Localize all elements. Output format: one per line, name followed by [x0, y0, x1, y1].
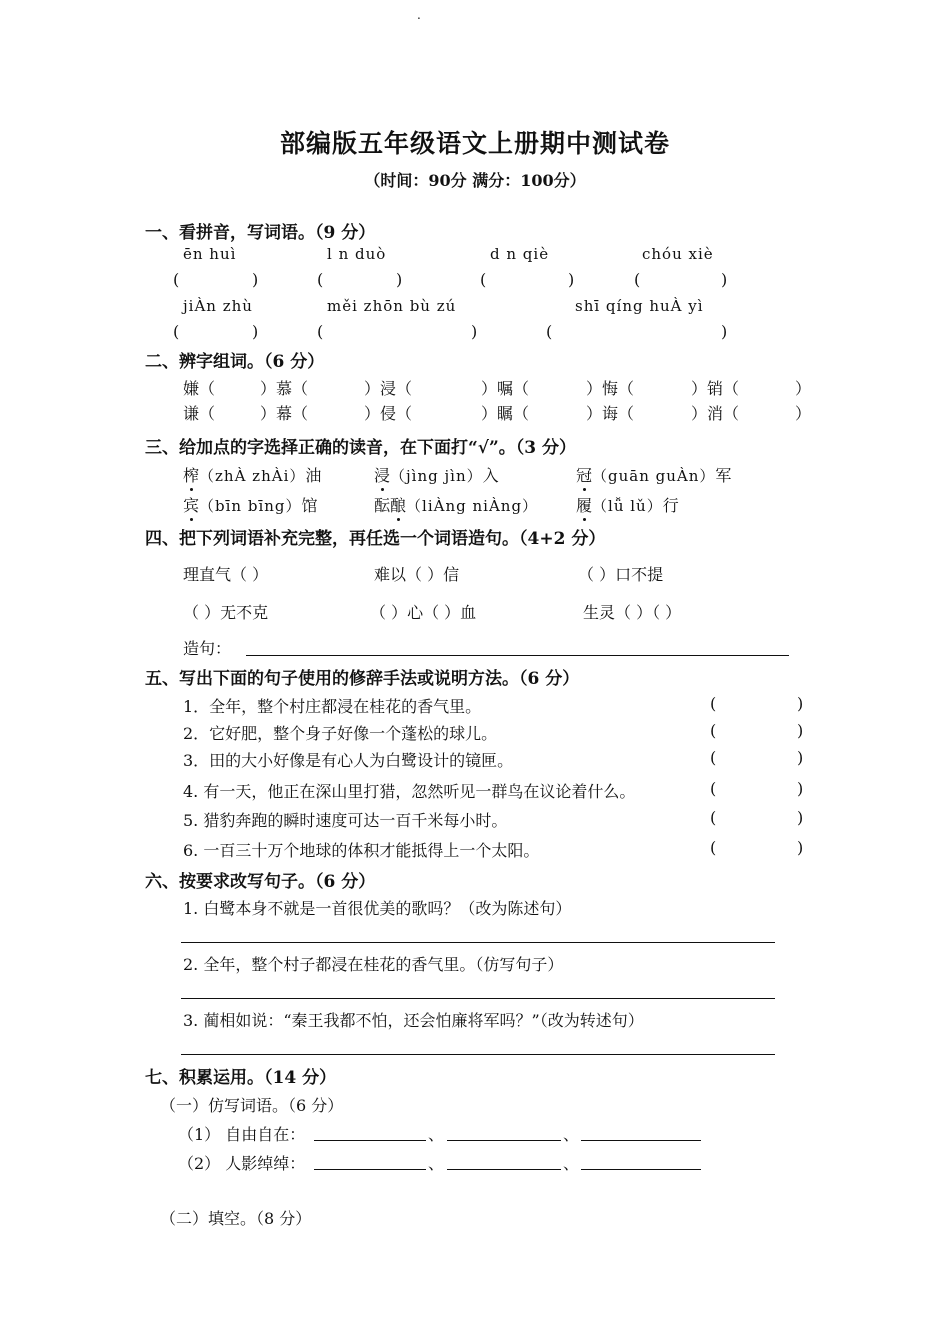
- separator: 、: [428, 1154, 445, 1173]
- imitate-1-blank-3[interactable]: [581, 1140, 701, 1141]
- section-3-heading: 三、给加点的字选择正确的读音，在下面打“√”。（3 分）: [145, 438, 576, 458]
- reading-options[interactable]: （lǚ lǔ）: [592, 497, 663, 515]
- char-group-r1-3: ）浸（: [364, 379, 413, 398]
- reading-options[interactable]: （jìng jìn）: [390, 467, 483, 485]
- rhetoric-answer-2-close: ): [797, 721, 804, 740]
- reading-item-5: [374, 493, 538, 516]
- answer-blank-6-close: ): [471, 322, 478, 341]
- char-group-r1-1: 嫌（: [183, 379, 216, 398]
- char-group-r1-6: ）销（: [691, 379, 740, 398]
- sentence-answer-line[interactable]: [246, 655, 789, 656]
- imitate-2-blank-1[interactable]: [314, 1169, 426, 1170]
- char-group-r2-5: ）诲（: [586, 404, 635, 423]
- rewrite-answer-line-1[interactable]: [181, 942, 775, 943]
- answer-blank-3-open[interactable]: (: [480, 270, 487, 289]
- page-subtitle: （时间：90分 满分：100分）: [364, 171, 586, 190]
- answer-blank-3-close: ): [568, 270, 575, 289]
- reading-options[interactable]: （bīn bīng）: [199, 497, 302, 515]
- rhetoric-answer-1-close: ): [797, 694, 804, 713]
- word-rest: 入: [482, 466, 499, 485]
- rewrite-item-2: 2. 全年，整个村子都浸在桂花的香气里。（仿写句子）: [183, 955, 564, 974]
- rewrite-answer-line-2[interactable]: [181, 998, 775, 999]
- rhetoric-answer-5-open[interactable]: (: [710, 808, 717, 827]
- imitate-1-blank-1[interactable]: [314, 1140, 426, 1141]
- word-rest: 馆: [301, 496, 318, 515]
- reading-item-3: [576, 463, 731, 486]
- char-group-r1-4: ）嘱（: [481, 379, 530, 398]
- dotted-char: 宾: [183, 496, 200, 515]
- dotted-char: 冠: [576, 466, 593, 485]
- char-group-r1-2: ）慕（: [260, 379, 309, 398]
- pinyin-4: chóu xiè: [642, 245, 714, 263]
- answer-blank-2-close: ): [396, 270, 403, 289]
- page-title: 部编版五年级语文上册期中测试卷: [279, 129, 670, 158]
- imitate-item-1: （1） 自由自在：: [178, 1125, 306, 1144]
- answer-blank-1-open[interactable]: (: [173, 270, 180, 289]
- char-group-r2-1: 谦（: [183, 404, 216, 423]
- char-group-r2-2: ）幕（: [260, 404, 309, 423]
- rhetoric-item-6: 6. 一百三十万个地球的体积才能抵得上一个太阳。: [183, 841, 540, 860]
- char-group-r2-3: ）侵（: [364, 404, 413, 423]
- word-pre: 酝: [374, 496, 391, 515]
- answer-blank-7-close: ): [721, 322, 728, 341]
- idiom-6[interactable]: 生灵（ ）（ ）: [583, 603, 682, 622]
- idiom-1[interactable]: 理直气（ ）: [183, 565, 269, 584]
- answer-blank-5-close: ): [252, 322, 259, 341]
- imitate-2-blank-2[interactable]: [447, 1169, 561, 1170]
- rhetoric-answer-6-close: ): [797, 838, 804, 857]
- rewrite-answer-line-3[interactable]: [181, 1054, 775, 1055]
- subsection-imitate-words: （一）仿写词语。（6 分）: [160, 1096, 344, 1115]
- rhetoric-answer-5-close: ): [797, 808, 804, 827]
- pinyin-2: l n duò: [327, 245, 387, 263]
- rhetoric-answer-3-open[interactable]: (: [710, 748, 717, 767]
- dotted-char: 浸: [374, 466, 391, 485]
- separator: 、: [563, 1125, 580, 1144]
- answer-blank-5-open[interactable]: (: [173, 322, 180, 341]
- pinyin-7: shī qíng huÀ yì: [575, 297, 704, 315]
- idiom-3[interactable]: （ ）口不提: [578, 565, 664, 584]
- sentence-label: 造句：: [183, 639, 232, 658]
- section-1-heading: 一、看拼音，写词语。（9 分）: [145, 223, 376, 243]
- dotted-char: 履: [576, 496, 593, 515]
- char-group-r1-7: ）: [795, 379, 812, 398]
- char-group-r1-5: ）悔（: [586, 379, 635, 398]
- pinyin-6: měi zhōn bù zú: [327, 297, 457, 315]
- word-rest: 油: [305, 466, 322, 485]
- char-group-r2-6: ）消（: [691, 404, 740, 423]
- word-rest: 军: [715, 466, 732, 485]
- rhetoric-answer-4-open[interactable]: (: [710, 779, 717, 798]
- separator: 、: [428, 1125, 445, 1144]
- rhetoric-item-4: 4. 有一天，他正在深山里打猎，忽然听见一群鸟在议论着什么。: [183, 782, 636, 801]
- answer-blank-4-close: ): [721, 270, 728, 289]
- reading-item-2: [374, 463, 499, 486]
- imitate-1-blank-2[interactable]: [447, 1140, 561, 1141]
- top-dot: .: [417, 8, 421, 22]
- answer-blank-2-open[interactable]: (: [317, 270, 324, 289]
- answer-blank-1-close: ): [252, 270, 259, 289]
- dotted-char: 榨: [183, 466, 200, 485]
- rhetoric-item-1: 1．全年，整个村庄都浸在桂花的香气里。: [183, 697, 482, 716]
- char-group-r2-4: ）瞩（: [481, 404, 530, 423]
- pinyin-5: jiÀn zhù: [183, 297, 253, 315]
- answer-blank-7-open[interactable]: (: [546, 322, 553, 341]
- reading-options[interactable]: （zhÀ zhÀi）: [199, 467, 306, 485]
- rewrite-item-1: 1. 白鹭本身不就是一首很优美的歌吗？（改为陈述句）: [183, 899, 572, 918]
- rewrite-item-3: 3. 蔺相如说：“秦王我都不怕，还会怕廉将军吗？”（改为转述句）: [183, 1011, 644, 1030]
- imitate-2-blank-3[interactable]: [581, 1169, 701, 1170]
- rhetoric-answer-1-open[interactable]: (: [710, 694, 717, 713]
- pinyin-1: ēn huì: [183, 245, 237, 263]
- separator: 、: [563, 1154, 580, 1173]
- subsection-fill-blanks: （二）填空。（8 分）: [160, 1209, 312, 1228]
- reading-options[interactable]: （liÀng niÀng）: [406, 497, 539, 515]
- rhetoric-answer-6-open[interactable]: (: [710, 838, 717, 857]
- rhetoric-answer-4-close: ): [797, 779, 804, 798]
- section-5-heading: 五、写出下面的句子使用的修辞手法或说明方法。（6 分）: [145, 669, 580, 689]
- word-rest: 行: [662, 496, 679, 515]
- section-2-heading: 二、辨字组词。（6 分）: [145, 352, 325, 372]
- answer-blank-6-open[interactable]: (: [317, 322, 324, 341]
- answer-blank-4-open[interactable]: (: [634, 270, 641, 289]
- imitate-item-2: （2） 人影绰绰：: [178, 1154, 306, 1173]
- rhetoric-item-2: 2．它好肥，整个身子好像一个蓬松的球儿。: [183, 724, 498, 743]
- idiom-5[interactable]: （ ）心（ ）血: [370, 603, 477, 622]
- pinyin-3: d n qiè: [490, 245, 550, 263]
- dotted-char: 酿: [390, 496, 407, 515]
- idiom-4[interactable]: （ ）无不克: [183, 603, 269, 622]
- rhetoric-answer-3-close: ): [797, 748, 804, 767]
- section-7-heading: 七、积累运用。（14 分）: [145, 1068, 337, 1088]
- char-group-r2-7: ）: [795, 404, 812, 423]
- reading-item-1: [183, 463, 321, 486]
- section-6-heading: 六、按要求改写句子。（6 分）: [145, 872, 376, 892]
- reading-item-6: [576, 493, 679, 516]
- reading-options[interactable]: （guān guÀn）: [592, 467, 716, 485]
- reading-item-4: [183, 493, 318, 516]
- section-4-heading: 四、把下列词语补充完整，再任选一个词语造句。（4+2 分）: [145, 529, 606, 549]
- rhetoric-item-5: 5. 猎豹奔跑的瞬时速度可达一百千米每小时。: [183, 811, 508, 830]
- rhetoric-answer-2-open[interactable]: (: [710, 721, 717, 740]
- idiom-2[interactable]: 难以（ ）信: [374, 565, 460, 584]
- rhetoric-item-3: 3．田的大小好像是有心人为白鹭设计的镜匣。: [183, 751, 514, 770]
